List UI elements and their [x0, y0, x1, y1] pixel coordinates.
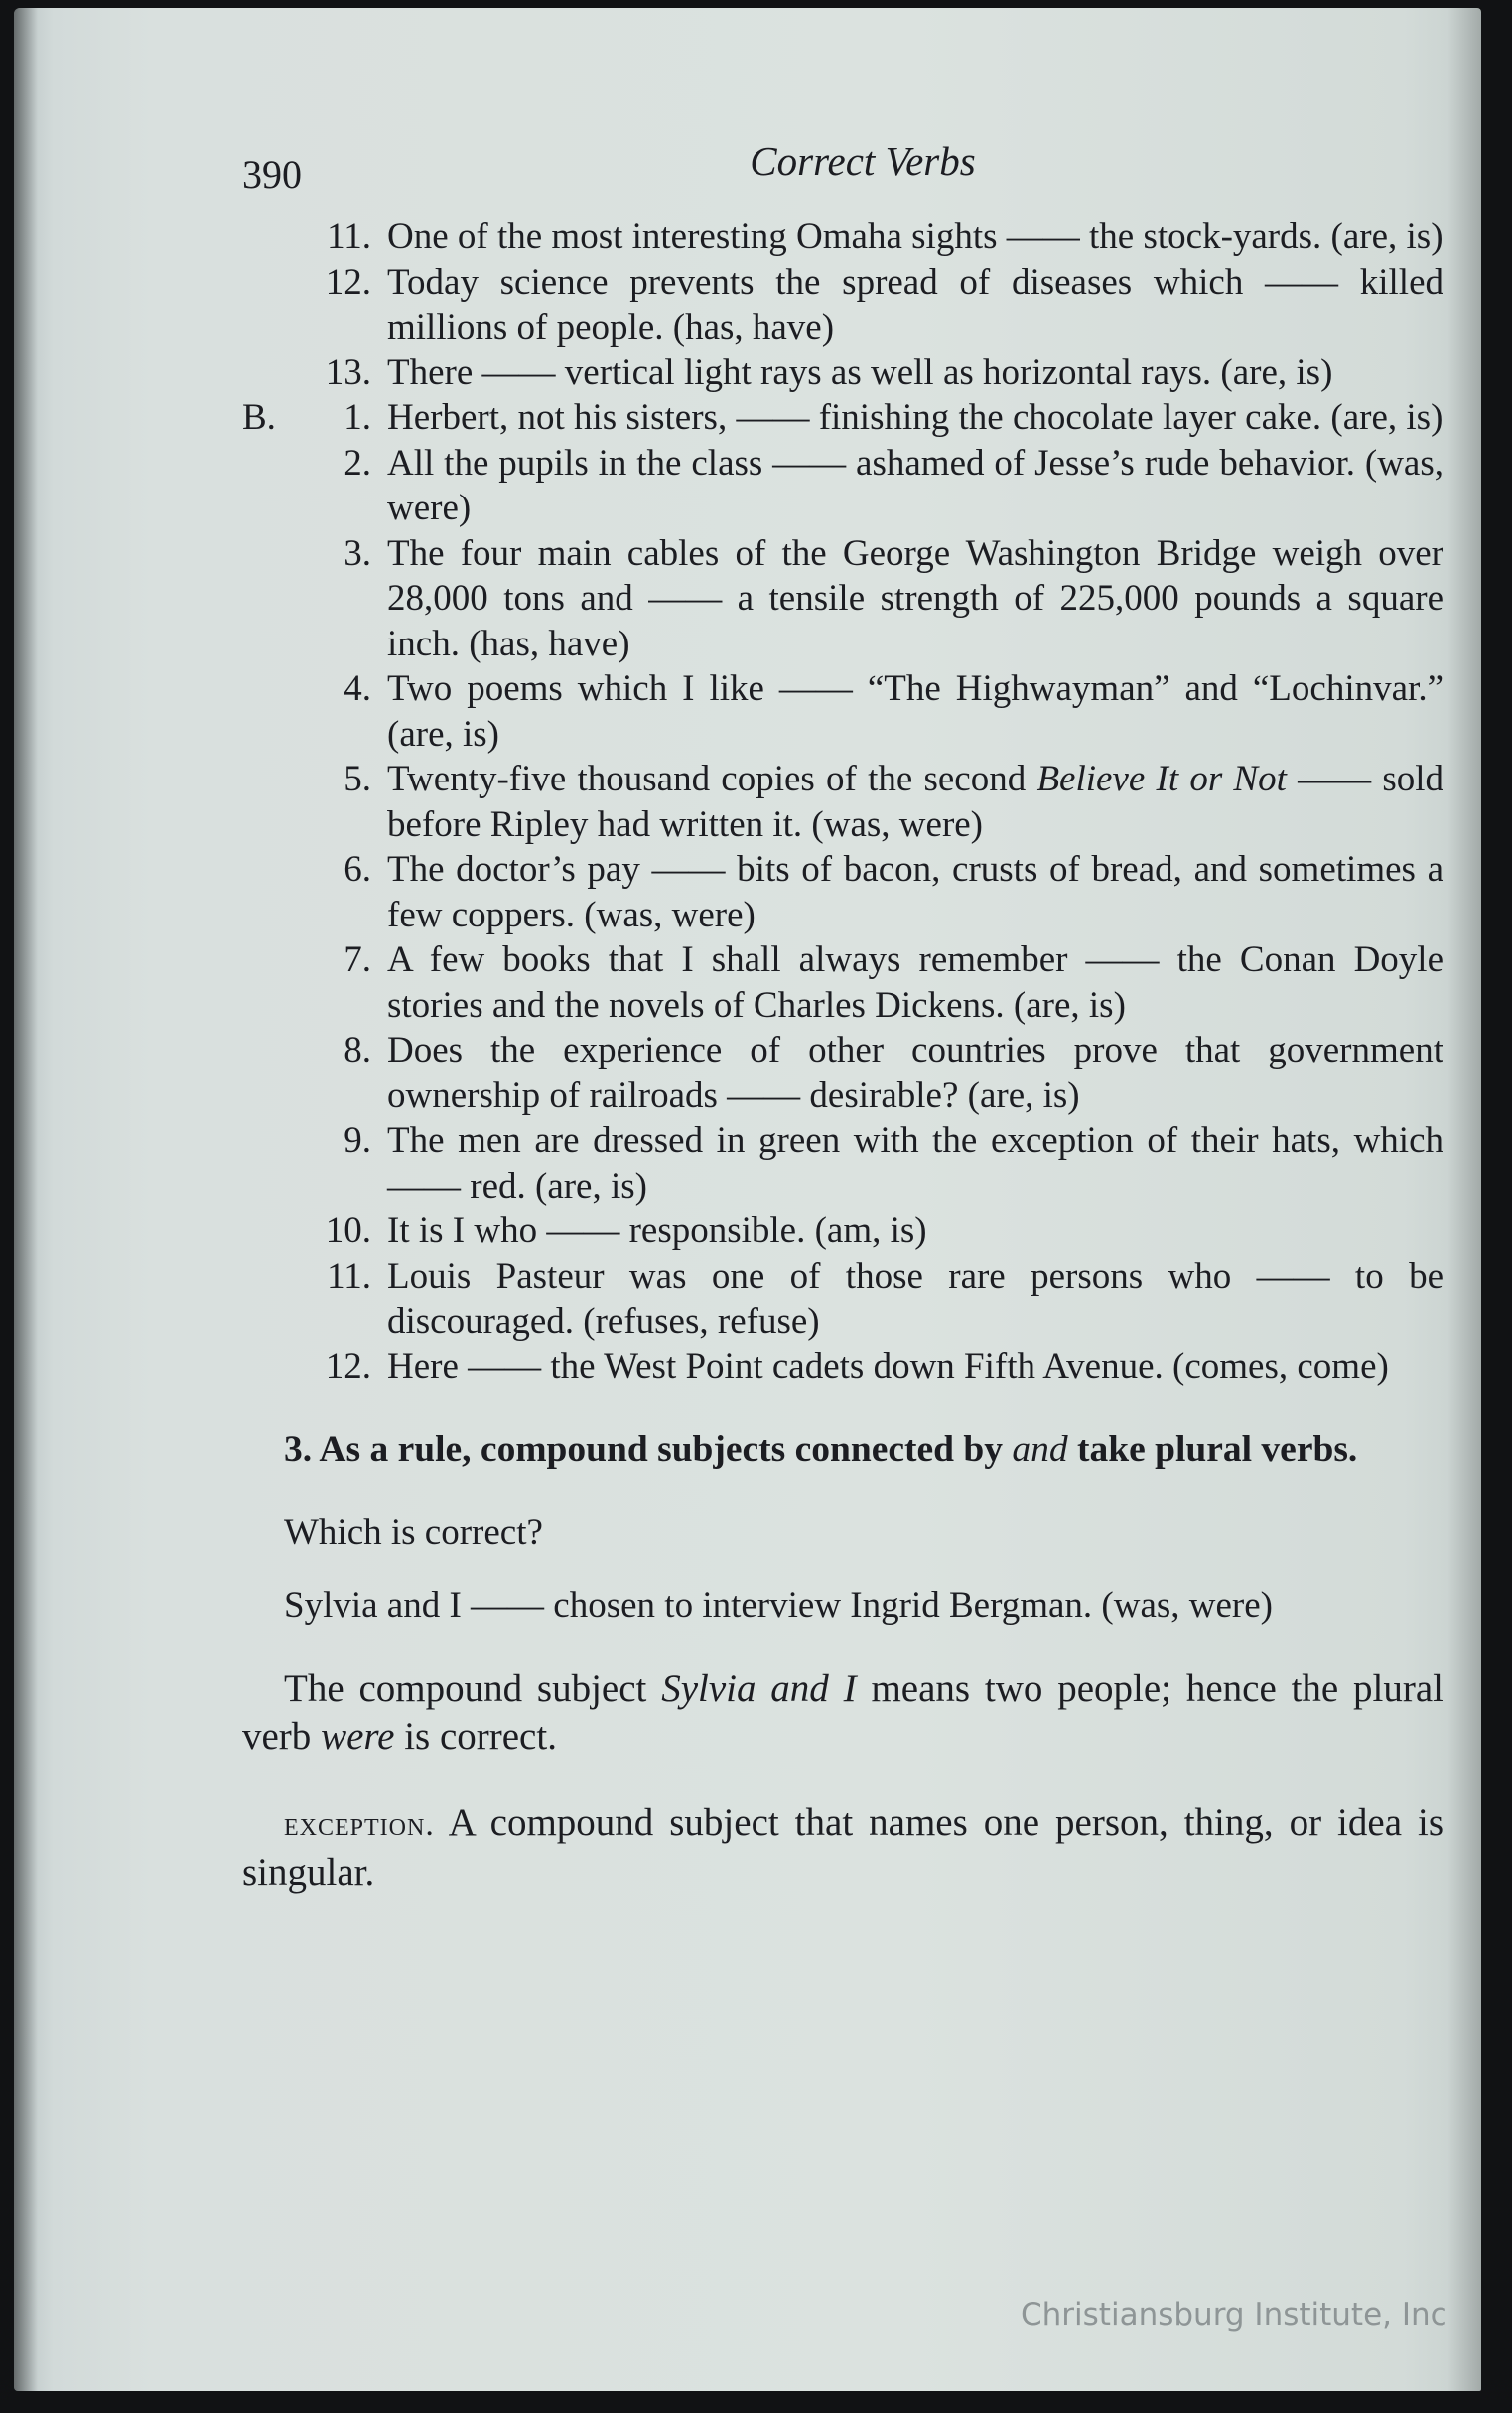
item-text: The four main cables of the George Washington Bridge weigh over 28,000 tons and —— a tensile strength of 225,000 pounds a square inch. (has, have): [387, 532, 1443, 664]
watermark: Christiansburg Institute, Inc: [1021, 2297, 1447, 2333]
page-header: [242, 137, 1443, 197]
question: Which is correct?: [284, 1511, 543, 1553]
section-label: B.: [242, 397, 276, 438]
item-number: 7.: [344, 939, 371, 980]
exercise-item: [242, 757, 1443, 847]
exercise-list-b: [242, 395, 1443, 1389]
item-text-after: —— sold before Ripley had written it. (was, were): [387, 759, 1444, 845]
page-number: 390: [242, 152, 302, 197]
explanation-subject: Sylvia and I: [661, 1666, 857, 1710]
item-text: It is I who —— responsible. (am, is): [387, 1210, 927, 1251]
rule-text-before: 3. As a rule, compound subjects connected by: [284, 1429, 1013, 1470]
running-head: Correct Verbs: [750, 138, 976, 184]
exercise-item: [242, 214, 1443, 260]
item-number: 3.: [344, 532, 371, 574]
exercise-item: [242, 351, 1443, 396]
item-number: 10.: [325, 1210, 371, 1251]
explanation-before: The compound subject: [284, 1666, 662, 1710]
item-number: 11.: [327, 216, 371, 257]
item-text: All the pupils in the class —— ashamed of Jesse’s rude behavior. (was, were): [387, 442, 1443, 528]
item-text: One of the most interesting Omaha sights —— the stock-yards. (are, is): [387, 216, 1443, 257]
item-text: Louis Pasteur was one of those rare persons who —— to be discouraged. (refuses, refuse): [387, 1255, 1443, 1342]
explanation-after: is correct.: [394, 1714, 557, 1758]
exercise-list-a: [242, 214, 1443, 395]
book-page: [14, 8, 1481, 2391]
item-number: 9.: [344, 1120, 371, 1161]
explanation-verb: were: [321, 1714, 395, 1758]
item-text: Herbert, not his sisters, —— finishing the chocolate layer cake. (are, is): [387, 397, 1443, 438]
item-number: 6.: [344, 849, 371, 890]
item-text: The doctor’s pay —— bits of bacon, crusts of bread, and sometimes a few coppers. (was, were): [387, 849, 1443, 935]
rule-heading: [242, 1427, 1443, 1473]
explanation: [242, 1665, 1443, 1761]
exercise-item: [242, 260, 1443, 351]
item-text: There —— vertical light rays as well as horizontal rays. (are, is): [387, 352, 1333, 393]
rule-text-after: take plural verbs.: [1067, 1429, 1358, 1470]
page-edge-shadow: [1447, 8, 1481, 2391]
explanation-middle: means two people; hence the plural verb: [242, 1666, 1444, 1758]
exception-paragraph: [242, 1799, 1443, 1897]
exception-label: exception.: [284, 1805, 435, 1843]
exercise-item: [242, 937, 1443, 1028]
item-number: 5.: [344, 759, 371, 799]
exercise-item: [242, 666, 1443, 757]
item-text-before: Twenty-five thousand copies of the second: [387, 759, 1037, 799]
exercise-item: [242, 441, 1443, 531]
rule-keyword: and: [1012, 1429, 1068, 1470]
item-number: 4.: [344, 668, 371, 709]
item-number: 12.: [325, 1346, 371, 1387]
exercise-item: [242, 395, 1443, 441]
exercise-item: [242, 1208, 1443, 1254]
exercise-item: [242, 531, 1443, 667]
spine-shadow: [14, 8, 38, 2391]
item-text: Today science prevents the spread of diseases which —— killed millions of people. (has, have): [387, 261, 1443, 348]
item-number: 1.: [344, 397, 371, 438]
item-text: Here —— the West Point cadets down Fifth Avenue. (comes, come): [387, 1346, 1389, 1387]
example-sentence: Sylvia and I —— chosen to interview Ingrid Bergman. (was, were): [284, 1585, 1274, 1626]
exercise-item: [242, 1254, 1443, 1345]
item-number: 2.: [344, 442, 371, 484]
item-number: 12.: [325, 261, 371, 303]
exercise-item: [242, 847, 1443, 937]
item-number: 11.: [327, 1255, 371, 1297]
item-number: 8.: [344, 1030, 371, 1070]
item-text: A few books that I shall always remember —— the Conan Doyle stories and the novels of Charles Dickens. (are, is): [387, 939, 1443, 1026]
exercise-item: [242, 1345, 1443, 1390]
exception-text: A compound subject that names one person, thing, or idea is singular.: [242, 1800, 1443, 1894]
exercise-item: [242, 1028, 1443, 1118]
item-text: Two poems which I like —— “The Highwayman” and “Lochinvar.” (are, is): [387, 668, 1443, 755]
exercise-item: [242, 1118, 1443, 1208]
item-number: 13.: [325, 352, 371, 393]
book-title: Believe It or Not: [1036, 759, 1287, 799]
item-text: The men are dressed in green with the exception of their hats, which —— red. (are, is): [387, 1120, 1443, 1206]
item-text: Does the experience of other countries prove that government ownership of railroads —— desirable? (are, is): [387, 1030, 1443, 1116]
page-body: [242, 214, 1443, 1935]
